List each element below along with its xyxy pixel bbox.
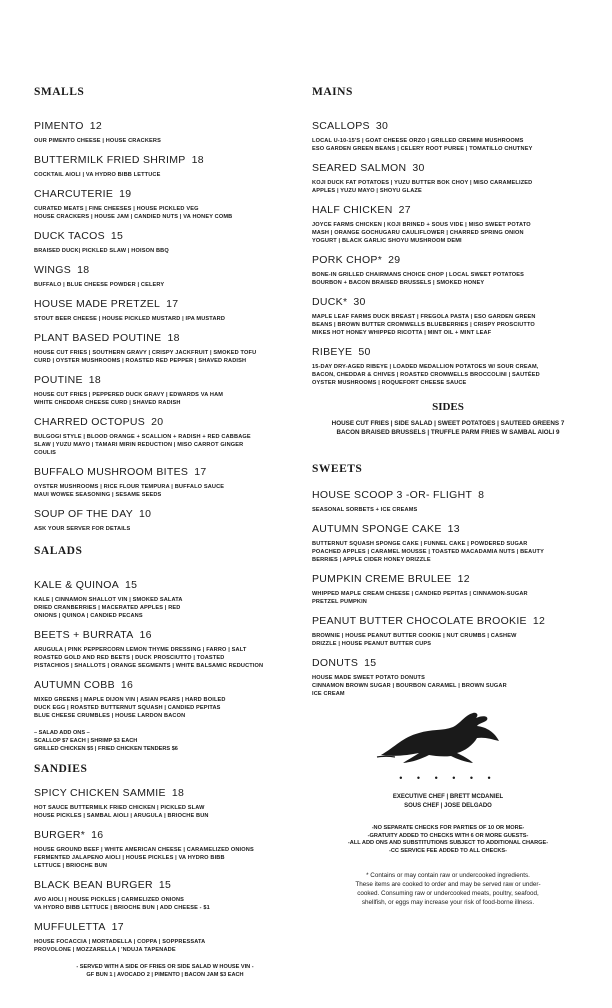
menu-item-description-line: BUFFALO | BLUE CHEESE POWDER | CELERY xyxy=(34,282,165,288)
menu-item-description xyxy=(312,674,584,698)
menu-item-price: 50 xyxy=(358,346,371,358)
menu-item-title: BUFFALO MUSHROOM BITES xyxy=(34,466,189,478)
menu-item-description-line: BROWNIE | HOUSE PEANUT BUTTER COOKIE | NUT CRUMBS | CASHEW xyxy=(312,633,517,639)
menu-item-name xyxy=(34,374,296,386)
menu-item-description xyxy=(34,205,296,221)
menu-item-name xyxy=(34,332,296,344)
menu-item-description xyxy=(34,171,296,179)
menu-item-description-line: CURD | OYSTER MUSHROOMS | ROASTED RED PEPPER | SHAVED RADISH xyxy=(34,358,247,364)
disclaimer-line: * Contains or may contain raw or undercooked ingredients. xyxy=(366,872,530,879)
menu-item-description-line: HOUSE PICKLES | SAMBAL AIOLI | ARUGULA | BRIOCHE BUN xyxy=(34,813,209,819)
menu-item xyxy=(34,629,296,670)
menu-item-description-line: 15-DAY DRY-AGED RIBEYE | LOADED MEDALLION POTATOES W/ SOUR CREAM, xyxy=(312,364,539,370)
menu-item-description-line: DUCK EGG | ROASTED BUTTERNUT SQUASH | CANDIED PEPITAS xyxy=(34,705,221,711)
menu-item-description-line: COULIS xyxy=(34,450,57,456)
menu-item-description xyxy=(34,596,296,620)
menu-item-description-line: AVO AIOLI | HOUSE PICKLES | CARMELIZED ONIONS xyxy=(34,897,185,903)
menu-item-title: PEANUT BUTTER CHOCOLATE BROOKIE xyxy=(312,615,527,627)
menu-item-description-line: PRETZEL PUMPKIN xyxy=(312,599,367,605)
menu-item-title: CHARCUTERIE xyxy=(34,188,114,200)
menu-item-price: 18 xyxy=(88,374,102,386)
menu-item-title: HALF CHICKEN xyxy=(312,204,393,216)
menu-item-description-line: MIKES HOT HONEY WHIPPED RICOTTA | MINT OIL + MINT LEAF xyxy=(312,330,492,336)
menu-item-description-line: YOGURT | BLACK GARLIC SHOYU MUSHROOM DEMI xyxy=(312,238,462,244)
menu-item-name xyxy=(34,829,296,841)
menu-item-title: BLACK BEAN BURGER xyxy=(34,879,153,891)
menu-item xyxy=(34,921,296,954)
menu-item-description xyxy=(312,221,584,245)
menu-item-name xyxy=(312,254,584,266)
menu-item-price: 18 xyxy=(171,787,185,799)
menu-item-description-line: BACON, CHEDDAR & CHIVES | ROASTED CROMWELLS BROCCOLINI | SAUTÉED xyxy=(312,372,540,378)
menu-item-description xyxy=(312,137,584,153)
menu-item-price: 15 xyxy=(110,230,124,242)
menu-item-title: SEARED SALMON xyxy=(312,162,407,174)
menu-item-name xyxy=(34,154,296,166)
menu-item-title: AUTUMN SPONGE CAKE xyxy=(312,523,442,535)
menu-item-price: 12 xyxy=(457,573,470,585)
menu-item-title: BURGER* xyxy=(34,829,86,841)
menu-item-title: KALE & QUINOA xyxy=(34,579,120,591)
menu-item-description xyxy=(34,247,296,255)
menu-item-title: PORK CHOP* xyxy=(312,254,383,266)
sandies-note-line: - SERVED WITH A SIDE OF FRIES OR SIDE SALAD W HOUSE VIN - xyxy=(76,964,254,970)
menu-item-title: POUTINE xyxy=(34,374,83,386)
menu-item-description xyxy=(34,483,296,499)
menu-item xyxy=(34,416,296,457)
menu-item xyxy=(34,264,296,289)
menu-item-description-line: ASK YOUR SERVER FOR DETAILS xyxy=(34,526,131,532)
menu-item-price: 30 xyxy=(353,296,366,308)
menu-item xyxy=(312,296,584,337)
right-column xyxy=(312,86,584,907)
menu-item xyxy=(34,374,296,407)
menu-item-title: DONUTS xyxy=(312,657,359,669)
menu-item-price: 18 xyxy=(191,154,204,166)
menu-item-description-line: KOJI DUCK FAT POTATOES | YUZU BUTTER BOK CHOY | MISO CARAMELIZED xyxy=(312,180,533,186)
menu-item-description-line: BEANS | BROWN BUTTER CROMWELLS BLUEBERRIES | CRISPY PROSCIUTTO xyxy=(312,322,535,328)
section-title-sides: SIDES xyxy=(432,401,464,413)
menu-item-description-line: JOYCE FARMS CHICKEN | KOJI BRINED + SOUS VIDE | MISO SWEET POTATO xyxy=(312,222,531,228)
menu-item xyxy=(312,346,584,387)
menu-item-title: BUTTERMILK FRIED SHRIMP xyxy=(34,154,186,166)
sides-list xyxy=(312,419,584,437)
menu-item-title: CHARRED OCTOPUS xyxy=(34,416,146,428)
salads-list xyxy=(34,579,296,720)
menu-item-name xyxy=(34,579,296,591)
menu-item-description-line: BULGOGI STYLE | BLOOD ORANGE + SCALLION + RADISH + RED CABBAGE xyxy=(34,434,251,440)
menu-item xyxy=(34,466,296,499)
menu-item-description-line: HOUSE GROUND BEEF | WHITE AMERICAN CHEESE | CARAMELIZED ONIONS xyxy=(34,847,254,853)
disclaimer-line: shellfish, or eggs may increase your risk of food-borne illness. xyxy=(361,899,535,906)
menu-item-description xyxy=(312,540,584,564)
menu-item-price: 20 xyxy=(151,416,164,428)
executive-chef: EXECUTIVE CHEF | BRETT MCDANIEL xyxy=(392,794,504,800)
menu-item-description xyxy=(34,804,296,820)
salad-addons-line: GRILLED CHICKEN $5 | FRIED CHICKEN TENDERS $6 xyxy=(34,746,178,752)
menu-item-description xyxy=(34,315,296,323)
menu-item-description-line: OYSTER MUSHROOMS | RICE FLOUR TEMPURA | BUFFALO SAUCE xyxy=(34,484,225,490)
menu-item-description xyxy=(34,525,296,533)
menu-item-description-line: MIXED GREENS | MAPLE DIJON VIN | ASIAN PEARS | HARD BOILED xyxy=(34,697,226,703)
menu-item-description-line: BERRIES | APPLE CIDER HONEY DRIZZLE xyxy=(312,557,431,563)
menu-item-name xyxy=(34,921,296,933)
menu-item-name xyxy=(312,523,584,535)
menu-item-description xyxy=(34,646,296,670)
menu-item xyxy=(34,787,296,820)
section-title-sweets: SWEETS xyxy=(312,463,363,475)
menu-item-description-line: LETTUCE | BRIOCHE BUN xyxy=(34,863,108,869)
menu-item-description xyxy=(34,846,296,870)
menu-item-name xyxy=(34,879,296,891)
sides-line: HOUSE CUT FRIES | SIDE SALAD | SWEET POTATOES | SAUTEED GREENS 7 xyxy=(331,420,565,427)
menu-item xyxy=(34,332,296,365)
section-title-sandies: SANDIES xyxy=(34,763,88,775)
menu-item-description-line: ARUGULA | PINK PEPPERCORN LEMON THYME DRESSING | FARRO | SALT xyxy=(34,647,247,653)
menu-item-price: 29 xyxy=(388,254,401,266)
menu-item-name xyxy=(34,188,296,200)
menu-item xyxy=(34,829,296,870)
sandies-note-line: GF BUN 1 | AVOCADO 2 | PIMENTO | BACON JAM $3 EACH xyxy=(86,972,244,978)
menu-item-price: 30 xyxy=(412,162,425,174)
menu-item-name xyxy=(34,629,296,641)
menu-item-price: 30 xyxy=(375,120,389,132)
section-title-mains: MAINS xyxy=(312,86,353,98)
menu-item-price: 10 xyxy=(139,508,152,520)
menu-item-name xyxy=(312,296,584,308)
menu-item-name xyxy=(34,508,296,520)
sous-chef: SOUS CHEF | JOSE DELGADO xyxy=(404,803,492,809)
menu-item-price: 18 xyxy=(77,264,90,276)
menu-item-title: SCALLOPS xyxy=(312,120,370,132)
menu-item-name xyxy=(34,787,296,799)
menu-item-price: 15 xyxy=(125,579,138,591)
menu-item xyxy=(312,489,584,514)
policy-line: -NO SEPARATE CHECKS FOR PARTIES OF 10 OR MORE- xyxy=(371,825,525,831)
menu-item-description-line: ONIONS | QUINOA | CANDIED PECANS xyxy=(34,613,143,619)
left-column xyxy=(34,86,296,979)
menu-item-name xyxy=(312,120,584,132)
menu-item-name xyxy=(312,346,584,358)
policy-notes xyxy=(312,825,584,855)
menu-item-price: 13 xyxy=(447,523,460,535)
policy-line: -ALL ADD ONS AND SUBSTITUTIONS SUBJECT TO ADDITIONAL CHARGE- xyxy=(347,840,549,846)
menu-item xyxy=(312,615,584,648)
menu-item-title: PLANT BASED POUTINE xyxy=(34,332,162,344)
menu-item-description xyxy=(312,590,584,606)
menu-item-description-line: STOUT BEER CHEESE | HOUSE PICKLED MUSTARD | IPA MUSTARD xyxy=(34,316,226,322)
menu-item-description xyxy=(312,271,584,287)
menu-item-title: DUCK TACOS xyxy=(34,230,105,242)
menu-item-description-line: BUTTERNUT SQUASH SPONGE CAKE | FUNNEL CAKE | POWDERED SUGAR xyxy=(312,541,528,547)
menu-item xyxy=(34,679,296,720)
menu-item-title: SOUP OF THE DAY xyxy=(34,508,134,520)
menu-item-description xyxy=(312,506,584,514)
menu-item-title: HOUSE SCOOP 3 -OR- FLIGHT xyxy=(312,489,473,501)
menu-item xyxy=(312,523,584,564)
menu-item-name xyxy=(312,657,584,669)
menu-item-description-line: MAUI WOWEE SEASONING | SESAME SEEDS xyxy=(34,492,162,498)
menu-item-description-line: HOUSE CUT FRIES | SOUTHERN GRAVY | CRISPY JACKFRUIT | SMOKED TOFU xyxy=(34,350,257,356)
menu-item-description xyxy=(34,349,296,365)
menu-item-title: RIBEYE xyxy=(312,346,353,358)
menu-item-description-line: SEASONAL SORBETS + ICE CREAMS xyxy=(312,507,418,513)
mains-list xyxy=(312,120,584,387)
menu-item-description-line: CURATED MEATS | FINE CHEESES | HOUSE PICKLED VEG xyxy=(34,206,199,212)
disclaimer-line: cooked. Consuming raw or undercooked meats, poultry, seafood, xyxy=(357,890,539,897)
menu-item xyxy=(34,188,296,221)
menu-item-price: 16 xyxy=(120,679,134,691)
salad-addons xyxy=(34,729,296,753)
menu-item-description-line: MASH | ORANGE GOCHUGARU CAULIFLOWER | CHARRED SPRING ONION xyxy=(312,230,524,236)
menu-item-price: 12 xyxy=(532,615,546,627)
menu-item xyxy=(34,508,296,533)
menu-item-price: 12 xyxy=(89,120,103,132)
menu-item-price: 18 xyxy=(167,332,180,344)
menu-item-price: 17 xyxy=(166,298,179,310)
sweets-list xyxy=(312,489,584,698)
menu-item-description-line: HOUSE FOCACCIA | MORTADELLA | COPPA | SOPPRESSATA xyxy=(34,939,206,945)
menu-item-description-line: DRIZZLE | HOUSE PEANUT BUTTER CUPS xyxy=(312,641,432,647)
menu-item-description-line: APPLES | YUZU MAYO | SHOYU GLAZE xyxy=(312,188,422,194)
menu-item xyxy=(312,162,584,195)
menu-item-title: DUCK* xyxy=(312,296,348,308)
menu-item-description-line: HOUSE CRACKERS | HOUSE JAM | CANDIED NUTS | VA HONEY COMB xyxy=(34,214,233,220)
menu-item-name xyxy=(34,416,296,428)
sides-line: BACON BRAISED BRUSSELS | TRUFFLE PARM FRIES W SAMBAL AIOLI 9 xyxy=(336,429,560,436)
menu-item-description xyxy=(34,137,296,145)
menu-item-title: SPICY CHICKEN SAMMIE xyxy=(34,787,166,799)
menu-item-price: 15 xyxy=(364,657,377,669)
menu-item xyxy=(34,120,296,145)
menu-item-name xyxy=(312,162,584,174)
menu-item-description-line: VA HYDRO BIBB LETTUCE | BRIOCHE BUN | ADD CHEESE - $1 xyxy=(34,905,210,911)
menu-item-name xyxy=(312,204,584,216)
salad-addons-line: – SALAD ADD ONS – xyxy=(34,730,90,736)
menu-item-price: 27 xyxy=(398,204,411,216)
menu-item xyxy=(312,204,584,245)
menu-item-description-line: SLAW | YUZU MAYO | TAMARI MIRIN REDUCTION | MISO CARROT GINGER xyxy=(34,442,244,448)
smalls-list xyxy=(34,120,296,533)
menu-item-price: 8 xyxy=(478,489,485,501)
menu-item xyxy=(312,573,584,606)
menu-item-description xyxy=(312,313,584,337)
menu-item-description-line: BRAISED DUCK| PICKLED SLAW | HOISON BBQ xyxy=(34,248,169,254)
menu-item xyxy=(312,120,584,153)
menu-item-price: 15 xyxy=(158,879,172,891)
section-title-smalls: SMALLS xyxy=(34,86,85,98)
policy-line: -GRATUITY ADDED TO CHECKS WITH 6 OR MORE GUESTS- xyxy=(367,832,529,839)
menu-item xyxy=(34,579,296,620)
menu-item-description-line: BLUE CHEESE CRUMBLES | HOUSE LARDON BACON xyxy=(34,713,186,719)
menu-item-name xyxy=(312,615,584,627)
menu-item-title: BEETS + BURRATA xyxy=(34,629,134,641)
menu-item-price: 17 xyxy=(111,921,124,933)
menu-item xyxy=(312,657,584,698)
menu-item-description xyxy=(312,179,584,195)
policy-line: -CC SERVICE FEE ADDED TO ALL CHECKS- xyxy=(389,847,507,854)
menu-item-description xyxy=(34,433,296,457)
menu-item-title: PIMENTO xyxy=(34,120,84,132)
disclaimer-line: These items are cooked to order and may be served raw or under- xyxy=(355,881,541,888)
menu-item xyxy=(312,254,584,287)
menu-item-description-line: MAPLE LEAF FARMS DUCK BREAST | FREGOLA PASTA | ESO GARDEN GREEN xyxy=(312,314,536,320)
menu-item-description-line: OUR PIMENTO CHEESE | HOUSE CRACKERS xyxy=(34,138,161,144)
menu-item-description xyxy=(34,896,296,912)
menu-item-name xyxy=(34,466,296,478)
menu-item-description-line: CINNAMON BROWN SUGAR | BOURBON CARAMEL | BROWN SUGAR xyxy=(312,683,507,689)
menu-item-description-line: ESO GARDEN GREEN BEANS | CELERY ROOT PUREE | TOMATILLO CHUTNEY xyxy=(312,146,533,152)
menu-item xyxy=(34,879,296,912)
menu-item-description-line: PROVOLONE | MOZZARELLA | 'NDUJA TAPENADE xyxy=(34,947,176,953)
menu-item xyxy=(34,230,296,255)
menu-item-title: AUTUMN COBB xyxy=(34,679,115,691)
menu-item xyxy=(34,154,296,179)
menu-item-price: 19 xyxy=(119,188,132,200)
menu-item-description xyxy=(34,938,296,954)
menu-item-description xyxy=(34,391,296,407)
menu-item-description-line: OYSTER MUSHROOMS | ROQUEFORT CHEESE SAUCE xyxy=(312,380,467,386)
decorative-dots: • • • • • • xyxy=(399,773,497,783)
menu-item-name xyxy=(34,120,296,132)
menu-item-description-line: HOT SAUCE BUTTERMILK FRIED CHICKEN | PICKLED SLAW xyxy=(34,805,205,811)
menu-item-description-line: BOURBON + BACON BRAISED BRUSSELS | SMOKED HONEY xyxy=(312,280,485,286)
menu-item-description-line: BONE-IN GRILLED CHAIRMANS CHOICE CHOP | LOCAL SWEET POTATOES xyxy=(312,272,525,278)
menu-item-name xyxy=(34,230,296,242)
menu-item-price: 17 xyxy=(194,466,207,478)
menu-item-description-line: WHIPPED MAPLE CREAM CHEESE | CANDIED PEPITAS | CINNAMON-SUGAR xyxy=(312,591,528,597)
menu-item-description-line: POACHED APPLES | CARAMEL MOUSSE | TOASTED MACADAMIA NUTS | BEAUTY xyxy=(312,549,544,555)
menu-item-description-line: HOUSE CUT FRIES | PEPPERED DUCK GRAVY | EDWARDS VA HAM xyxy=(34,392,224,398)
sandies-list xyxy=(34,787,296,954)
menu-item xyxy=(34,298,296,323)
running-rabbit-icon xyxy=(373,707,523,765)
menu-item-description xyxy=(312,363,584,387)
menu-item-description-line: LOCAL U-10-15'S | GOAT CHEESE ORZO | GRILLED CREMINI MUSHROOMS xyxy=(312,138,524,144)
menu-item-title: HOUSE MADE PRETZEL xyxy=(34,298,161,310)
menu-item-description xyxy=(34,281,296,289)
menu-item-name xyxy=(34,264,296,276)
menu-item-description-line: FERMENTED JALAPENO AIOLI | HOUSE PICKLES | VA HYDRO BIBB xyxy=(34,855,225,861)
section-title-salads: SALADS xyxy=(34,545,83,557)
salad-addons-line: SCALLOP $7 EACH | SHRIMP $3 EACH xyxy=(34,738,138,744)
chef-credits xyxy=(312,793,584,811)
menu-item-title: PUMPKIN CREME BRULEE xyxy=(312,573,452,585)
menu-item-description-line: HOUSE MADE SWEET POTATO DONUTS xyxy=(312,675,425,681)
menu-item-name xyxy=(312,573,584,585)
food-safety-disclaimer xyxy=(312,871,584,907)
menu-item-name xyxy=(312,489,584,501)
menu-item-title: MUFFULETTA xyxy=(34,921,106,933)
menu-item-description-line: ICE CREAM xyxy=(312,691,345,697)
menu-item-description-line: ROASTED GOLD AND RED BEETS | DUCK PROSCIUTTO | TOASTED xyxy=(34,655,225,661)
menu-item-name xyxy=(34,298,296,310)
menu-item-description xyxy=(34,696,296,720)
menu-item-description-line: PISTACHIOS | SHALLOTS | ORANGE SEGMENTS | WHITE BALSAMIC REDUCTION xyxy=(34,663,264,669)
menu-item-description-line: WHITE CHEDDAR CHEESE CURD | SHAVED RADISH xyxy=(34,400,181,406)
sandies-note xyxy=(34,963,296,979)
menu-item-description-line: COCKTAIL AIOLI | VA HYDRO BIBB LETTUCE xyxy=(34,172,161,178)
menu-item-description-line: KALE | CINNAMON SHALLOT VIN | SMOKED SALATA xyxy=(34,597,183,603)
menu-item-description-line: DRIED CRANBERRIES | MACERATED APPLES | RED xyxy=(34,605,181,611)
menu-item-price: 16 xyxy=(139,629,152,641)
menu-item-description xyxy=(312,632,584,648)
menu-item-title: WINGS xyxy=(34,264,72,276)
menu-item-name xyxy=(34,679,296,691)
menu-item-price: 16 xyxy=(91,829,104,841)
